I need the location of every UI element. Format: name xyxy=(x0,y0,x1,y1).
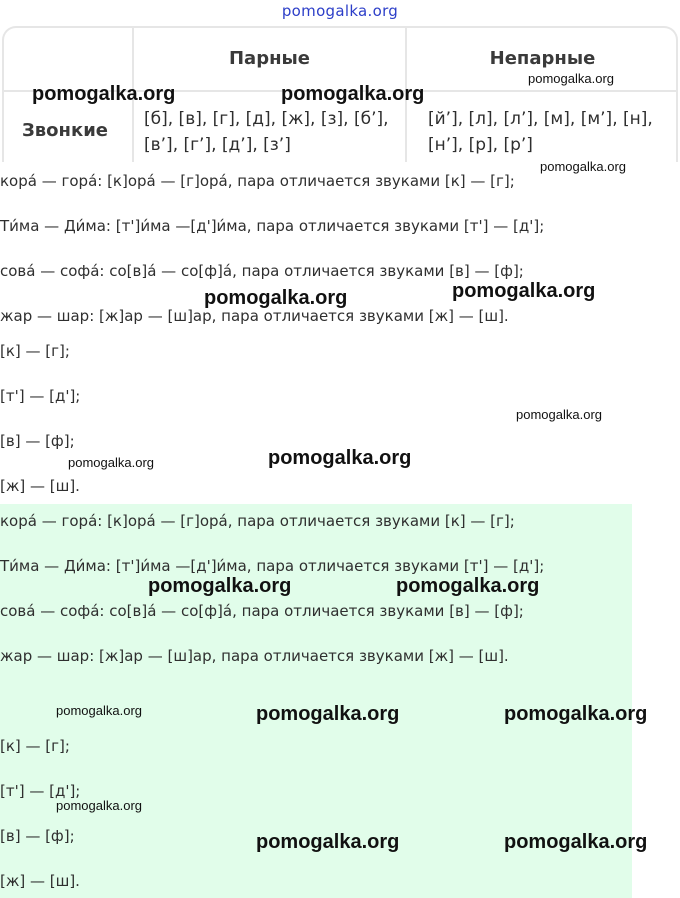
watermark: pomogalka.org xyxy=(256,831,400,853)
watermark: pomogalka.org xyxy=(68,455,154,470)
sound-pair-line: [в] — [ф]; xyxy=(0,432,75,450)
sound-pair-line: [в] — [ф]; xyxy=(0,827,75,845)
answer-pair-line: сова́ — софа́: со[в]а́ — со[ф]а́, пара отличается звуками [в] — [ф]; xyxy=(0,262,524,280)
sound-pair-line: [т'] — [д']; xyxy=(0,782,81,800)
sound-pair-line: [к] — [г]; xyxy=(0,737,70,755)
watermark: pomogalka.org xyxy=(56,798,142,813)
header-unpaired: Непарные xyxy=(489,48,596,69)
watermark: pomogalka.org xyxy=(256,703,400,725)
paired-voiced-cell xyxy=(144,106,389,158)
answer-pair-line: сова́ — софа́: со[в]а́ — со[ф]а́, пара отличается звуками [в] — [ф]; xyxy=(0,602,524,620)
paired-line: [б], [в], [г], [д], [ж], [з], [б’], xyxy=(144,109,389,129)
answer-pair-line: Ти́ма — Ди́ма: [т']и́ма —[д']и́ма, пара отличается звуками [т'] — [д']; xyxy=(0,557,545,575)
answer-pair-line: жар — шар: [ж]ар — [ш]ар, пара отличается звуками [ж] — [ш]. xyxy=(0,307,509,325)
watermark: pomogalka.org xyxy=(148,575,292,597)
answer-pair-line: кора́ — гора́: [к]ора́ — [г]ора́, пара отличается звуками [к] — [г]; xyxy=(0,172,515,190)
unpaired-line: [й’], [л], [л’], [м], [м’], [н], xyxy=(428,109,653,129)
header-paired: Парные xyxy=(228,48,311,69)
watermark: pomogalka.org xyxy=(540,159,626,174)
sound-pair-line: [т'] — [д']; xyxy=(0,387,81,405)
watermark: pomogalka.org xyxy=(281,83,425,105)
sound-pair-line: [ж] — [ш]. xyxy=(0,477,80,495)
unpaired-line: [н’], [р], [р’] xyxy=(428,135,533,155)
paired-line: [в’], [г’], [д’], [з’] xyxy=(144,135,291,155)
unpaired-voiced-cell xyxy=(428,106,653,158)
watermark: pomogalka.org xyxy=(516,407,602,422)
answer-pair-line: Ти́ма — Ди́ма: [т']и́ма —[д']и́ма, пара отличается звуками [т'] — [д']; xyxy=(0,217,545,235)
watermark: pomogalka.org xyxy=(204,287,348,309)
watermark: pomogalka.org xyxy=(268,447,412,469)
watermark: pomogalka.org xyxy=(32,83,176,105)
answer-pair-line: жар — шар: [ж]ар — [ш]ар, пара отличается звуками [ж] — [ш]. xyxy=(0,647,509,665)
site-link[interactable]: pomogalka.org xyxy=(281,2,399,20)
watermark: pomogalka.org xyxy=(504,703,648,725)
watermark: pomogalka.org xyxy=(504,831,648,853)
watermark: pomogalka.org xyxy=(396,575,540,597)
sound-pair-line: [ж] — [ш]. xyxy=(0,872,80,890)
sound-pair-line: [к] — [г]; xyxy=(0,342,70,360)
watermark: pomogalka.org xyxy=(56,703,142,718)
answer-pair-line: кора́ — гора́: [к]ора́ — [г]ора́, пара отличается звуками [к] — [г]; xyxy=(0,512,515,530)
row-label-voiced: Звонкие xyxy=(22,120,109,141)
watermark: pomogalka.org xyxy=(528,71,614,86)
watermark: pomogalka.org xyxy=(452,280,596,302)
